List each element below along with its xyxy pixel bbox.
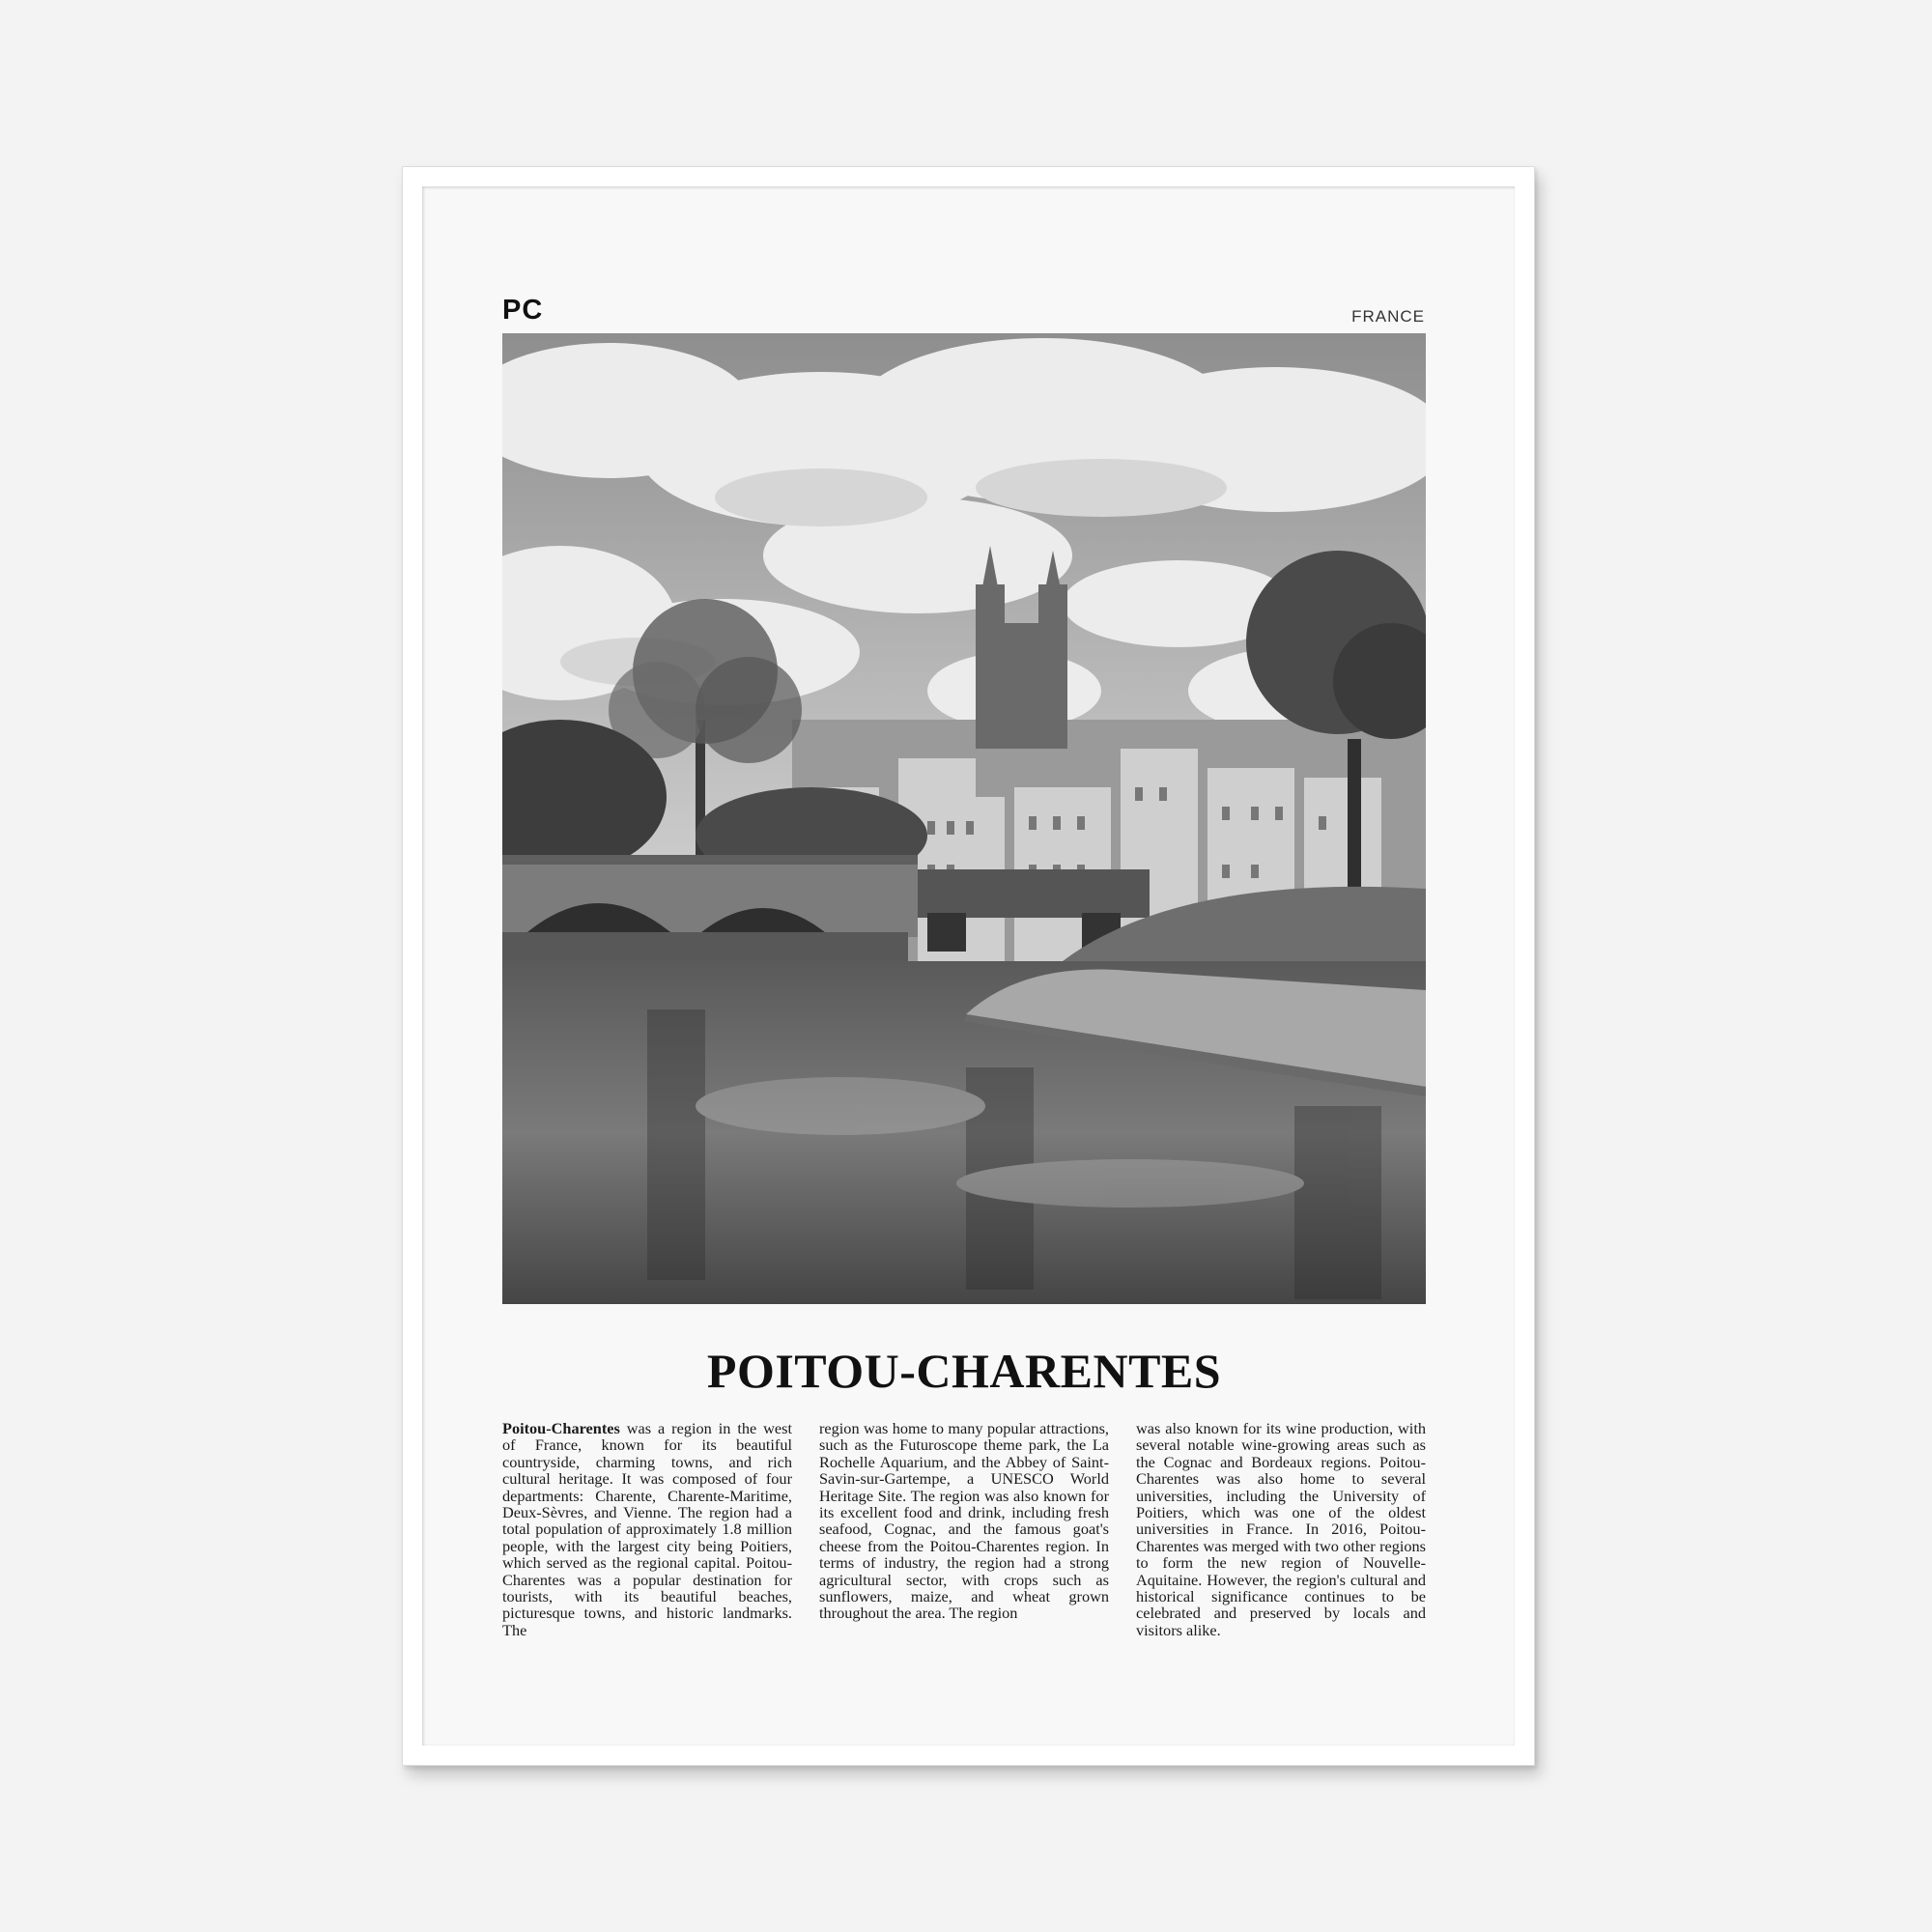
- description-columns: [502, 1420, 1426, 1642]
- column-2-text: region was home to many popular attractions, such as the Futuroscope theme park, the La Rochelle Aquarium, and the Abbey of Saint-Savin-sur-Gartempe, a UNESCO World Heritage Site. The region was also known for its excellent food and drink, including fresh seafood, Cognac, and the famous goat's cheese from the Poitou-Charentes region. In terms of industry, the region had a strong agricultural sector, with crops such as sunflowers, maize, and wheat grown throughout the area. The region: [819, 1420, 1109, 1623]
- lead-term: Poitou-Charentes: [502, 1420, 620, 1437]
- photo-illustration: [502, 333, 1426, 1304]
- stone-bridge: [502, 855, 918, 937]
- column-3-text: was also known for its wine production, with several notable wine-growing areas such as the Cognac and Bordeaux regions. Poitou-Charentes was also home to several universities, including the University of Poitiers, which was one of the oldest universities in France. In 2016, Poitou-Charentes was merged with two other regions to form the new region of Nouvelle-Aquitaine. However, the region's cultural and historical significance continues to be celebrated and preserved by locals and visitors alike.: [1136, 1420, 1426, 1639]
- poster-title: POITOU-CHARENTES: [706, 1344, 1222, 1398]
- region-code: PC: [502, 295, 544, 326]
- country-label: FRANCE: [1351, 307, 1425, 326]
- description-column-1: [502, 1420, 792, 1642]
- landscape-photo: [502, 333, 1426, 1304]
- description-column-3: [1136, 1420, 1426, 1642]
- column-1-text: was a region in the west of France, known for its beautiful countryside, charming towns, and rich cultural heritage. It was composed of four departments: Charente, Charente-Maritime, Deux-Sèvres, and Vienne. The region had a total population of approximately 1.8 million people, with the largest city being Poitiers, which served as the regional capital. Poitou-Charentes was a popular destination for tourists, with its beautiful beaches, picturesque towns, and historic landmarks. The: [502, 1420, 792, 1639]
- description-column-2: [819, 1420, 1109, 1642]
